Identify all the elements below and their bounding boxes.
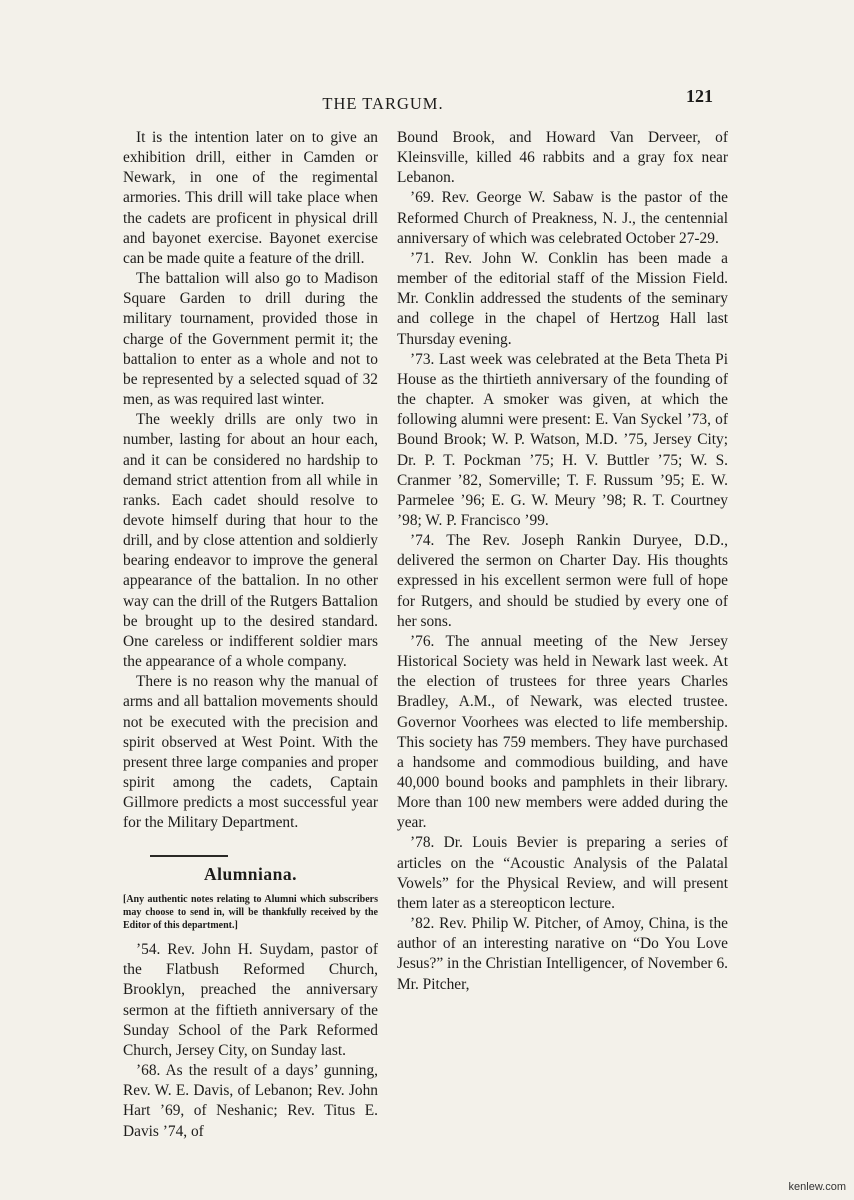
paragraph: The battalion will also go to Madison Square Garden to drill during the military tournament, provided those in charge of the Government permit it; the battalion to enter as a whole and not to be represented by a selected squad of 32 men, as was required last winter. xyxy=(123,270,378,409)
alumni-note-continued: Bound Brook, and Howard Van Derveer, of Kleinsville, killed 46 rabbits and a gray fox near Lebanon. xyxy=(397,129,728,187)
alumni-note: ’71. Rev. John W. Conklin has been made a member of the editorial staff of the Mission Field. Mr. Conklin addressed the students of the seminary and college in the chapel of Hertzog Hall last Thursday evening. xyxy=(397,249,728,348)
paragraph: There is no reason why the manual of arms and all battalion movements should not be executed with the precision and spirit observed at West Point. With the present three large companies and proper spirit among the cadets, Captain Gillmore predicts a most successful year for the Military Department. xyxy=(123,673,378,832)
alumni-note: ’74. The Rev. Joseph Rankin Duryee, D.D., delivered the sermon on Charter Day. His thoughts expressed in his excellent sermon were full of hope for Rutgers, and should be studied by every one of her sons. xyxy=(397,532,728,630)
alumni-note: ’68. As the result of a days’ gunning, Rev. W. E. Davis, of Lebanon; Rev. John Hart ’69, of Neshanic; Rev. Titus E. Davis ’74, of xyxy=(123,1062,378,1140)
watermark: kenlew.com xyxy=(788,1181,846,1193)
section-divider xyxy=(150,855,228,857)
alumni-note: ’69. Rev. George W. Sabaw is the pastor of the Reformed Church of Preakness, N. J., the centennial anniversary of which was celebrated October 27-29. xyxy=(397,189,728,247)
alumni-note: ’82. Rev. Philip W. Pitcher, of Amoy, China, is the author of an interesting narative on “Do You Love Jesus?” in the Christian Intelligencer, of November 6. Mr. Pitcher, xyxy=(397,915,728,993)
left-column xyxy=(123,128,378,1142)
paragraph: It is the intention later on to give an exhibition drill, either in Camden or Newark, in one of the regimental armories. This drill will take place when the cadets are proficent in physical drill and bayonet exercise. Bayonet exercise can be made quite a feature of the drill. xyxy=(123,129,378,267)
editorial-note: [Any authentic notes relating to Alumni which subscribers may choose to send in, will be thankfully received by the Editor of this department.] xyxy=(123,894,378,932)
page-header xyxy=(0,86,854,122)
section-title-alumniana: Alumniana. xyxy=(203,863,297,884)
alumni-note: ’54. Rev. John H. Suydam, pastor of the Flatbush Reformed Church, Brooklyn, preached the anniversary sermon at the fiftieth anniversary of the Sunday School of the Park Reformed Church, Jersey City, on Sunday last. xyxy=(123,941,378,1059)
running-title: THE TARGUM. xyxy=(322,94,444,113)
alumni-note: ’76. The annual meeting of the New Jersey Historical Society was held in Newark last week. At the election of trustees for three years Charles Bradley, A.M., of Newark, was elected trustee. Governor Voorhees was elected to life membership. This society has 759 members. They have purchased a handsome and commodious building, and have 40,000 bound books and pamphlets in their library. More than 100 new members were added during the year. xyxy=(397,632,728,832)
paragraph: The weekly drills are only two in number, lasting for about an hour each, and it can be considered no hardship to demand strict attention from all while in ranks. Each cadet should resolve to devote himself during that hour to the drill, and by close attention and soldierly bearing endeavor to improve the general appearance of the battalion. In no other way can the drill of the Rutgers Battalion be brought up to the desired standard. One careless or indifferent soldier mars the appearance of a whole company. xyxy=(123,411,378,671)
alumni-note: ’78. Dr. Louis Bevier is preparing a series of articles on the “Acoustic Analysis of the Palatal Vowels” for the Physical Review, and will present them later as a stereopticon lecture. xyxy=(397,834,728,912)
page-number: 121 xyxy=(686,86,713,106)
alumni-note: ’73. Last week was celebrated at the Beta Theta Pi House as the thirtieth anniversary of the founding of the chapter. A smoker was given, at which the following alumni were present: E. Van Syckel ’73, of Bound Brook; W. P. Watson, M.D. ’75, Jersey City; Dr. P. T. Pockman ’75; H. V. Buttler ’75; W. S. Cranmer ’82, Somerville; T. F. Russum ’95; E. W. Parmelee ’96; E. G. W. Meury ’98; R. T. Courtney ’98; W. P. Francisco ’99. xyxy=(397,350,728,529)
right-column xyxy=(397,128,728,995)
